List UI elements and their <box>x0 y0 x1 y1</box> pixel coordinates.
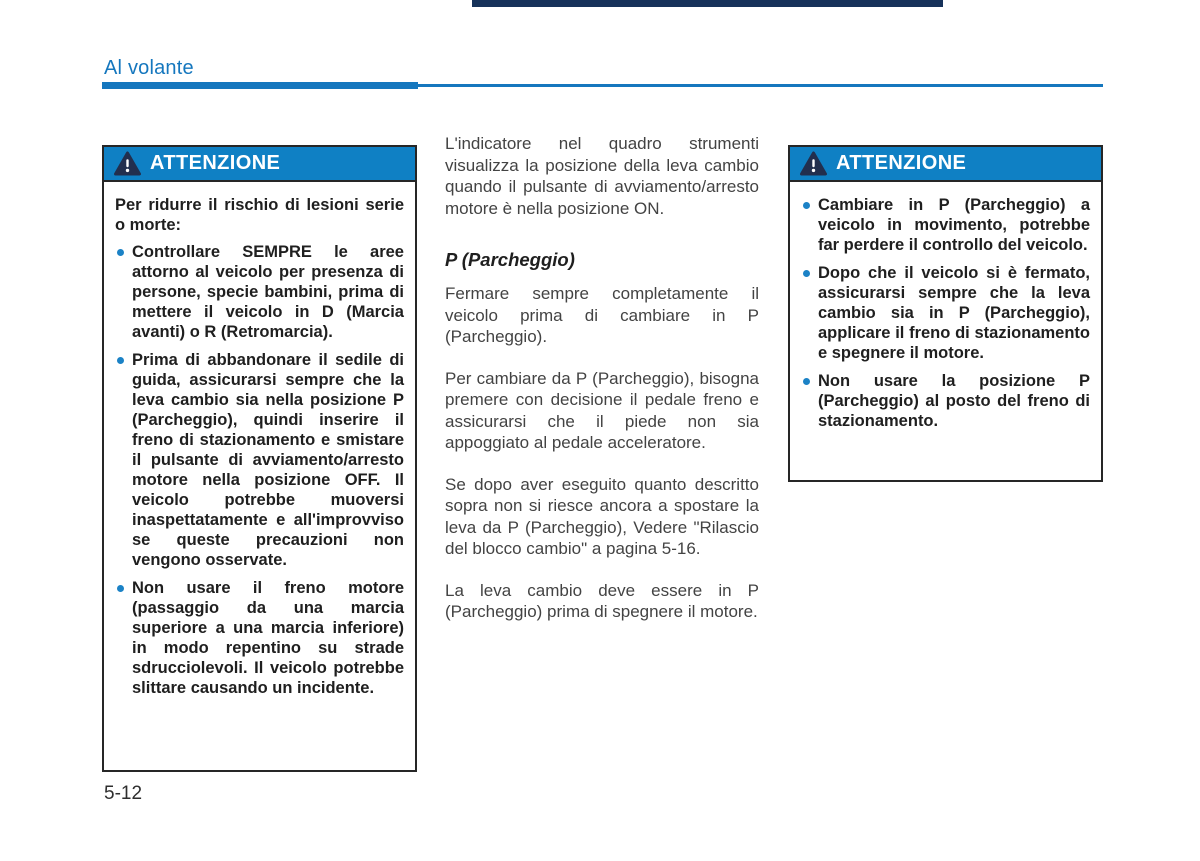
list-item-text: Controllare SEMPRE le aree attorno al veicolo per presenza di persone, specie bambini, prima di mettere il veicolo in D (Marcia avanti) o R (Retromarcia). <box>132 243 404 341</box>
title-underline-thin <box>418 84 1103 87</box>
list-item <box>801 195 1090 255</box>
warning-body <box>104 182 415 708</box>
warning-intro-text: Per ridurre il rischio di lesioni serie o morte: <box>115 196 404 234</box>
bullet-dot-icon <box>117 357 124 364</box>
list-item <box>115 350 404 570</box>
list-item-text: Cambiare in P (Parcheggio) a veicolo in movimento, potrebbe far perdere il controllo del veicolo. <box>818 196 1090 254</box>
paragraph: Fermare sempre completamente il veicolo prima di cambiare in P (Parcheggio). <box>445 284 759 346</box>
warning-triangle-icon <box>800 151 827 176</box>
list-item <box>801 263 1090 363</box>
section-heading: P (Parcheggio) <box>445 249 575 270</box>
warning-header <box>104 147 415 182</box>
bullet-dot-icon <box>117 585 124 592</box>
paragraph: La leva cambio deve essere in P (Parcheggio) prima di spegnere il motore. <box>445 580 759 621</box>
bullet-dot-icon <box>117 249 124 256</box>
list-item <box>115 242 404 342</box>
list-item-text: Dopo che il veicolo si è fermato, assicurarsi sempre che la leva cambio sia in P (Parcheggio), applicare il freno di stazionamento e spegnere il motore. <box>818 264 1090 362</box>
list-item-text: Non usare il freno motore (passaggio da una marcia superiore a una marcia inferiore) in modo repentino su strade sdrucciolevoli. Il veicolo potrebbe slittare causando un incidente. <box>132 579 404 697</box>
chapter-title: Al volante <box>104 57 194 79</box>
bullet-dot-icon <box>803 378 810 385</box>
warning-triangle-icon <box>114 151 141 176</box>
chapter-tab-bar <box>472 0 943 7</box>
warning-box-right <box>788 145 1103 482</box>
bullet-dot-icon <box>803 202 810 209</box>
warning-title: ATTENZIONE <box>836 152 967 174</box>
paragraph: Se dopo aver eseguito quanto descritto sopra non si riesce ancora a spostare la leva da P (Parcheggio), Vedere "Rilascio del blocco cambio" a pagina 5-16. <box>445 474 759 558</box>
warning-box-left <box>102 145 417 772</box>
warning-header <box>790 147 1101 182</box>
list-item <box>115 578 404 698</box>
page-number: 5-12 <box>104 783 143 804</box>
bullet-dot-icon <box>803 270 810 277</box>
list-item <box>801 371 1090 431</box>
list-item-text: Prima di abbandonare il sedile di guida, assicurarsi sempre che la leva cambio sia nella posizione P (Parcheggio), quindi inserire il freno di stazionamento e smistare il pulsante di avviamento/arresto motore nella posizione OFF. Il veicolo potrebbe muoversi inaspettatamente e all'improvviso se queste precauzioni non vengono osservate. <box>132 351 404 569</box>
main-text-column <box>445 133 759 643</box>
list-item-text: Non usare la posizione P (Parcheggio) al posto del freno di stazionamento. <box>818 372 1090 430</box>
warning-title: ATTENZIONE <box>150 152 281 174</box>
paragraph: L'indicatore nel quadro strumenti visualizza la posizione della leva cambio quando il pulsante di avviamento/arresto motore è nella posizione ON. <box>445 134 759 218</box>
warning-body <box>790 182 1101 441</box>
title-underline-thick <box>102 82 418 89</box>
paragraph: Per cambiare da P (Parcheggio), bisogna premere con decisione il pedale freno e assicurarsi che il piede non sia appoggiato al pedale acceleratore. <box>445 368 759 452</box>
